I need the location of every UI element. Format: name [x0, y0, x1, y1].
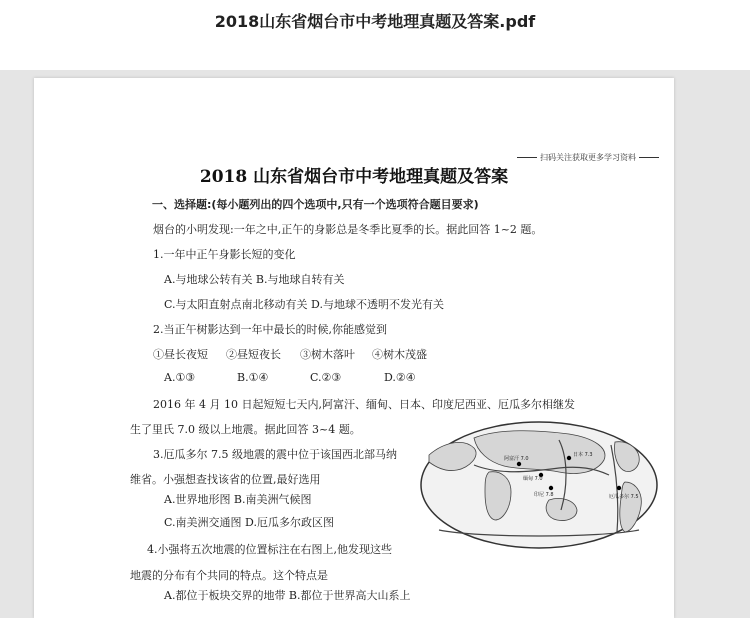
question-2-option-c: C.②③ [310, 371, 342, 384]
label-indonesia: 印尼 7.8 [534, 492, 554, 498]
question-3-line-1: 3.厄瓜多尔 7.5 级地震的震中位于该国西北部马纳 [153, 448, 397, 461]
pdf-page [34, 78, 674, 618]
quake-indonesia [549, 486, 553, 490]
intro-paragraph-2-line-2: 生了里氏 7.0 级以上地震。据此回答 3~4 题。 [130, 423, 361, 436]
question-2-item-3: ③树木落叶 [300, 348, 355, 361]
quake-afghanistan [517, 462, 521, 466]
question-1-options-ab: A.与地球公转有关 B.与地球自转有关 [164, 273, 345, 286]
question-2-item-4: ④树木茂盛 [372, 348, 427, 361]
question-2-option-a: A.①③ [164, 371, 196, 384]
label-japan: 日本 7.3 [573, 452, 593, 458]
landmass-south-america [620, 482, 642, 532]
question-2-option-b: B.①④ [237, 371, 269, 384]
question-1-options-cd: C.与太阳直射点南北移动有关 D.与地球不透明不发光有关 [164, 298, 444, 311]
question-1: 1.一年中正午身影长短的变化 [153, 248, 296, 261]
promo-text: 扫码关注获取更多学习资料 [540, 153, 636, 162]
question-4-line-2: 地震的分布有个共同的特点。这个特点是 [130, 569, 328, 582]
question-4-line-1: 4.小强将五次地震的位置标注在右图上,他发现这些 [147, 543, 392, 556]
label-ecuador: 厄瓜多尔 7.5 [609, 494, 639, 500]
section-heading: 一、选择题:(每小题列出的四个选项中,只有一个选项符合题目要求) [152, 198, 479, 211]
intro-paragraph-2-line-1: 2016 年 4 月 10 日起短短七天内,阿富汗、缅甸、日本、印度尼西亚、厄瓜多尔相继发 [153, 398, 575, 411]
question-2-item-1: ①昼长夜短 [153, 348, 208, 361]
quake-japan [567, 456, 571, 460]
world-plate-map [419, 420, 659, 550]
label-myanmar: 缅甸 7.0 [523, 476, 543, 482]
quake-ecuador [617, 486, 621, 490]
promo-line-left [517, 157, 537, 158]
promo-line-right [639, 157, 659, 158]
question-2: 2.当正午树影达到一年中最长的时候,你能感觉到 [153, 323, 387, 336]
question-3-options-cd: C.南美洲交通图 D.厄瓜多尔政区图 [164, 516, 334, 529]
label-afghanistan: 阿富汗 7.0 [504, 456, 529, 462]
document-title: 2018 山东省烟台市中考地理真题及答案 [199, 167, 509, 187]
question-3-options-ab: A.世界地形图 B.南美洲气候图 [164, 493, 312, 506]
viewer-header [0, 0, 750, 70]
file-name: 2018山东省烟台市中考地理真题及答案.pdf [214, 12, 536, 31]
question-3-line-2: 维省。小强想查找该省的位置,最好选用 [130, 473, 321, 486]
question-4-options-partial: A.都位于板块交界的地带 B.都位于世界高大山系上 [164, 589, 411, 602]
question-2-option-d: D.②④ [384, 371, 416, 384]
intro-paragraph-1: 烟台的小明发现:一年之中,正午的身影总是冬季比夏季的长。据此回答 1~2 题。 [153, 223, 543, 236]
question-2-item-2: ②昼短夜长 [226, 348, 281, 361]
